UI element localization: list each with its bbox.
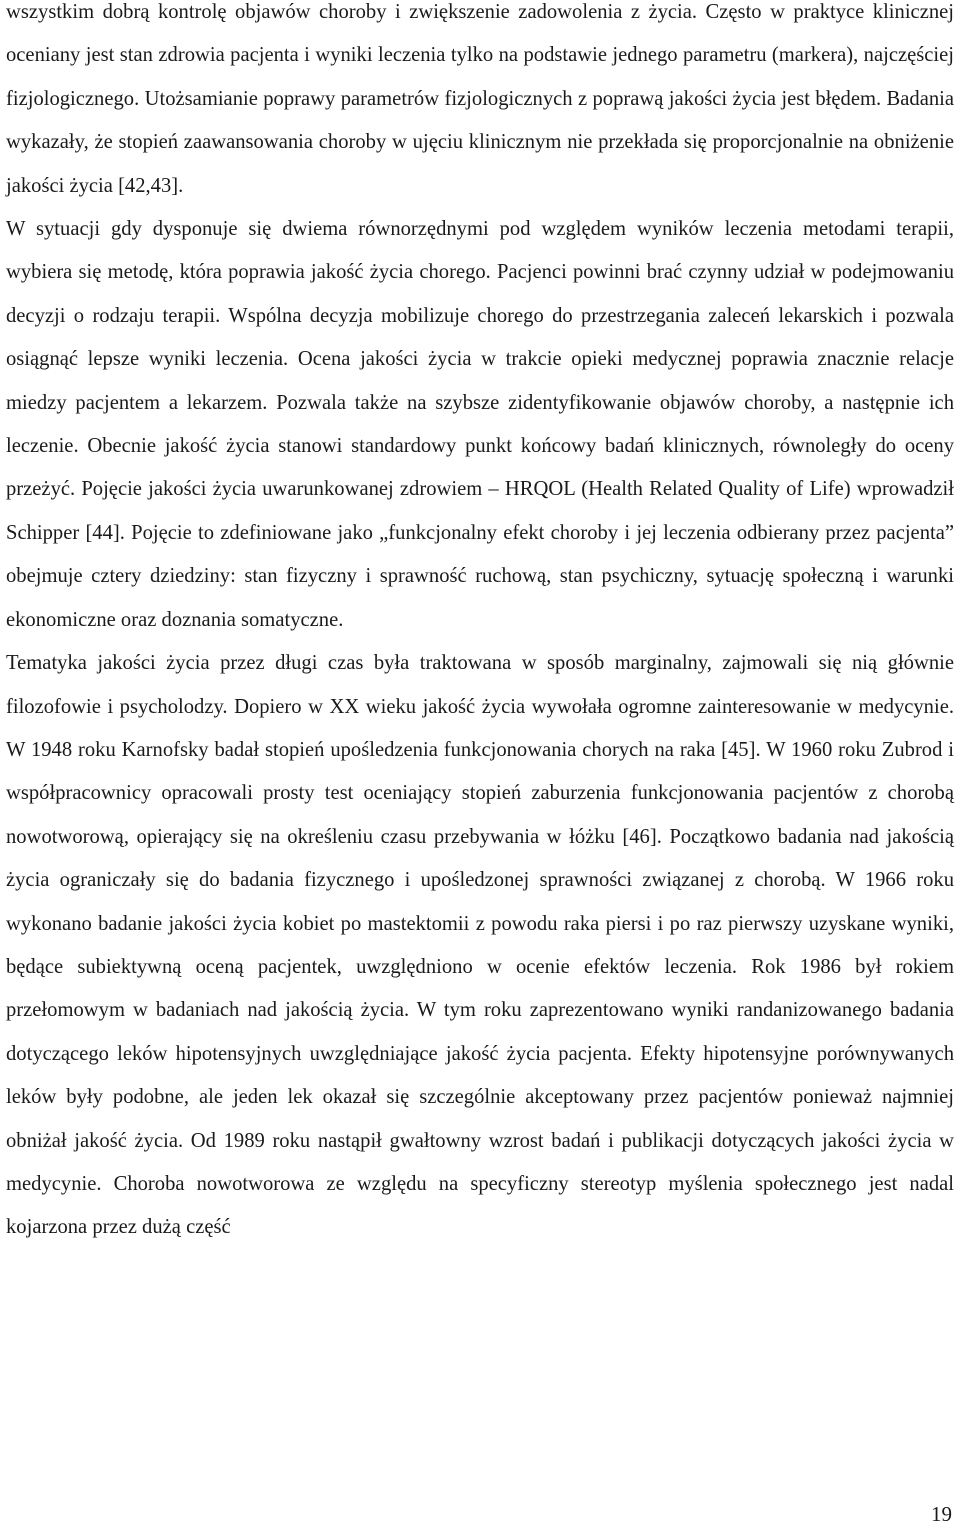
paragraph-history: Tematyka jakości życia przez długi czas była traktowana w sposób marginalny, zajmowali się nią głównie filozofowie i psycholodzy. Dopiero w XX wieku jakość życia wywołała ogromne zainteresowanie w medycynie. W 1948 roku Karnofsky badał stopień upośledzenia funkcjonowania chorych na raka [45]. W 1960 roku Zubrod i współpracownicy opracowali prosty test oceniający stopień zaburzenia funkcjonowania pacjentów z chorobą nowotworową, opierający się na określeniu czasu przebywania w łóżku [46]. Początkowo badania nad jakością życia ograniczały się do badania fizycznego i upośledzonej sprawności związanej z chorobą. W 1966 roku wykonano badanie jakości życia kobiet po mastektomii z powodu raka piersi i po raz pierwszy uzyskane wyniki, będące subiektywną oceną pacjentek, uwzględniono w ocenie efektów leczenia. Rok 1986 był rokiem przełomowym w badaniach nad jakością życia. W tym roku zaprezentowano wyniki randanizowanego badania dotyczącego leków hipotensyjnych uwzględniające jakość życia pacjenta. Efekty hipotensyjne porównywanych leków były podobne, ale jeden lek okazał się szczególnie akceptowany przez pacjentów ponieważ najmniej obniżał jakość życia. Od 1989 roku nastąpił gwałtowny wzrost badań i publikacji dotyczących jakości życia w medycynie. Choroba nowotworowa ze względu na specyficzny stereotyp myślenia społecznego jest nadal kojarzona przez dużą część xyxy=(6,652,954,1239)
paragraph-therapy-decision: W sytuacji gdy dysponuje się dwiema równorzędnymi pod względem wyników leczenia metodami terapii, wybiera się metodę, która poprawia jakość życia chorego. Pacjenci powinni brać czynny udział w podejmowaniu decyzji o rodzaju terapii. Wspólna decyzja mobilizuje chorego do przestrzegania zaleceń lekarskich i pozwala osiągnąć lepsze wyniki leczenia. Ocena jakości życia w trakcie opieki medycznej poprawia znacznie relacje miedzy pacjentem a lekarzem. Pozwala także na szybsze zidentyfikowanie objawów choroby, a następnie ich leczenie. Obecnie jakość życia stanowi standardowy punkt końcowy badań klinicznych, równoległy do oceny przeżyć. Pojęcie jakości życia uwarunkowanej zdrowiem – HRQOL (Health Related Quality of Life) wprowadził Schipper [44]. Pojęcie to zdefiniowane jako „funkcjonalny efekt choroby i jej leczenia odbierany przez pacjenta” obejmuje cztery dziedziny: stan fizyczny i sprawność ruchową, stan psychiczny, sytuację społeczną i warunki ekonomiczne oraz doznania somatyczne. xyxy=(6,218,954,631)
document-page xyxy=(6,0,954,1250)
page-number: 19 xyxy=(931,1502,952,1526)
paragraph-quality-of-life-intro: wszystkim dobrą kontrolę objawów choroby i zwiększenie zadowolenia z życia. Często w praktyce klinicznej oceniany jest stan zdrowia pacjenta i wyniki leczenia tylko na podstawie jednego parametru (markera), najczęściej fizjologicznego. Utożsamianie poprawy parametrów fizjologicznych z poprawą jakości życia jest błędem. Badania wykazały, że stopień zaawansowania choroby w ujęciu klinicznym nie przekłada się proporcjonalnie na obniżenie jakości życia [42,43]. xyxy=(6,1,954,197)
